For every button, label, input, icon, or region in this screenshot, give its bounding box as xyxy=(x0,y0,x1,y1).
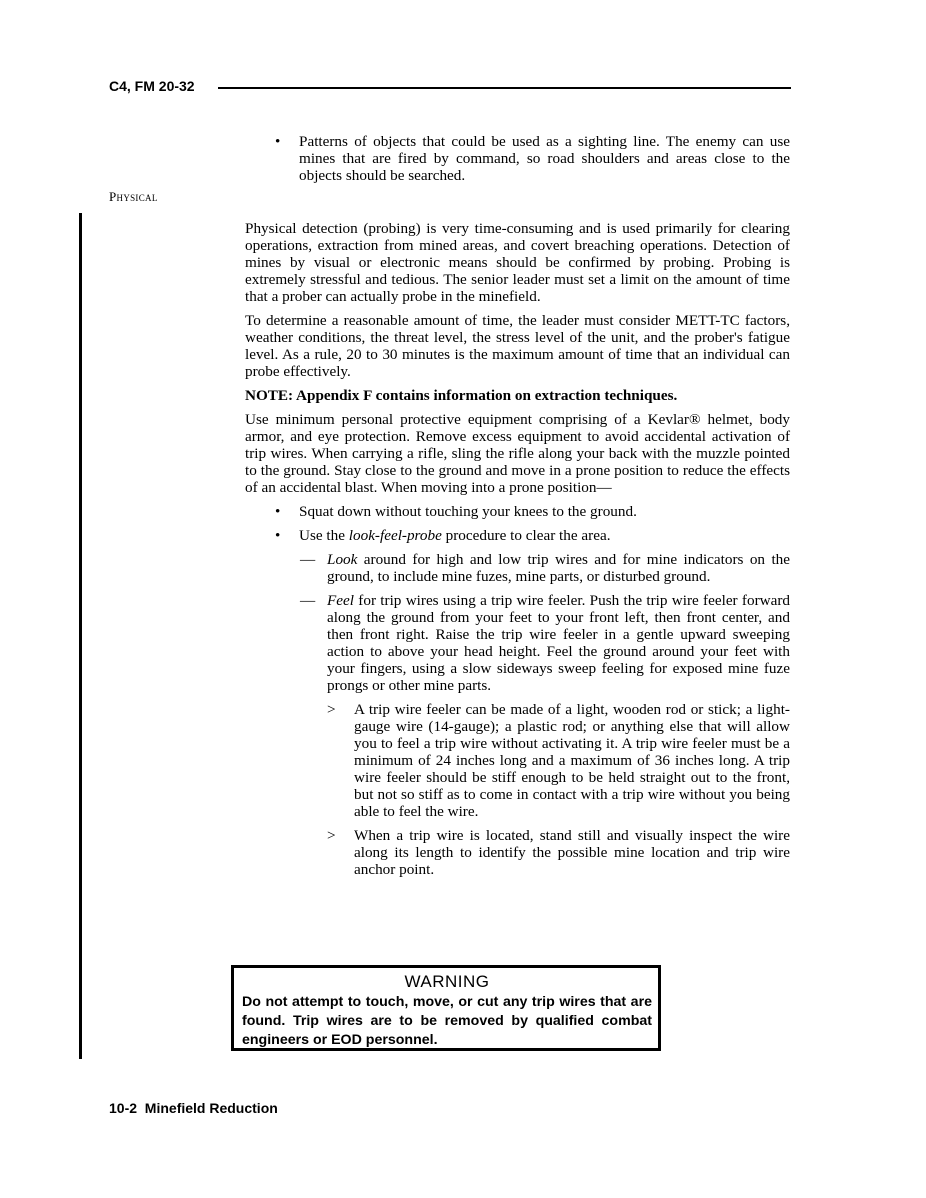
step-term-look: Look xyxy=(327,551,358,568)
warning-title: WARNING xyxy=(404,972,490,991)
bullet-marker: • xyxy=(275,527,281,544)
page-footer: 10-2 Minefield Reduction xyxy=(109,1100,278,1116)
bullet-item xyxy=(245,527,790,544)
bullet-marker: • xyxy=(275,133,281,150)
spacer xyxy=(245,191,790,220)
dash-text: around for high and low trip wires and for mine indicators on the ground, to include mine fuzes, mine parts, or disturbed ground. xyxy=(327,551,790,585)
warning-box xyxy=(231,965,661,1051)
dash-marker: — xyxy=(300,592,316,609)
sub-item xyxy=(245,827,790,878)
bullet-text: Patterns of objects that could be used as a sighting line. The enemy can use mines that are fired by command, so road shoulders and areas close to the objects should be searched. xyxy=(299,133,790,184)
warning-body: Do not attempt to touch, move, or cut any trip wires that are found. Trip wires are to be removed by qualified combat engineers or EOD personnel. xyxy=(242,994,652,1048)
bullet-item xyxy=(245,503,790,520)
step-term-feel: Feel xyxy=(327,592,354,609)
sub-text: A trip wire feeler can be made of a light, wooden rod or stick; a light-gauge wire (14-gauge); a plastic rod; or anything else that will allow you to feel a trip wire without activating it. A trip wire feeler must be a minimum of 24 inches long and a maximum of 36 inches long. A trip wire feeler should be stiff enough to be held straight out to the front, but not so stiff as to come in contact with a trip wire without you being able to feel the wire. xyxy=(354,701,790,820)
body-text xyxy=(245,133,790,885)
running-header: C4, FM 20-32 xyxy=(109,78,195,94)
bullet-text-post: procedure to clear the area. xyxy=(441,527,611,544)
procedure-name: look-feel-probe xyxy=(348,527,442,544)
sub-item xyxy=(245,701,790,820)
bullet-marker: • xyxy=(275,503,281,520)
sub-marker: > xyxy=(327,827,336,844)
sub-text: When a trip wire is located, stand still and visually inspect the wire along its length to identify the possible mine location and trip wire anchor point. xyxy=(354,827,790,878)
header-rule xyxy=(218,87,791,89)
bullet-text-pre: Use the xyxy=(299,527,349,544)
change-bar xyxy=(79,213,82,1059)
dash-marker: — xyxy=(300,551,316,568)
sub-marker: > xyxy=(327,701,336,718)
dash-item xyxy=(245,551,790,585)
note: NOTE: Appendix F contains information on extraction techniques. xyxy=(245,387,678,404)
paragraph: Physical detection (probing) is very time-consuming and is used primarily for clearing operations, extraction from mined areas, and covert breaching operations. Detection of mines by visual or electronic means should be confirmed by probing. Probing is extremely stressful and tedious. The senior leader must set a limit on the amount of time that a prober can actually probe in the minefield. xyxy=(245,220,790,305)
section-heading-physical: Physical xyxy=(109,189,158,204)
paragraph: To determine a reasonable amount of time, the leader must consider METT-TC factors, weather conditions, the threat level, the stress level of the unit, and the prober's fatigue level. As a rule, 20 to 30 minutes is the maximum amount of time that an individual can probe effectively. xyxy=(245,312,790,380)
dash-item xyxy=(245,592,790,694)
bullet-item xyxy=(245,133,790,184)
dash-text: for trip wires using a trip wire feeler. Push the trip wire feeler forward along the ground from your feet to your front left, then front center, and then front right. Raise the trip wire feeler in a gentle upward sweeping action to above your head height. Feel the ground around your feet with your fingers, using a slow sideways sweep feeling for exposed mine fuze prongs or other mine parts. xyxy=(327,592,790,694)
paragraph: Use minimum personal protective equipment comprising of a Kevlar® helmet, body armor, and eye protection. Remove excess equipment to avoid accidental activation of trip wires. When carrying a rifle, sling the rifle along your back with the muzzle pointed to the ground. Stay close to the ground and move in a prone position to reduce the effects of an accidental blast. When moving into a prone position— xyxy=(245,411,790,496)
bullet-text: Squat down without touching your knees to the ground. xyxy=(299,503,637,520)
